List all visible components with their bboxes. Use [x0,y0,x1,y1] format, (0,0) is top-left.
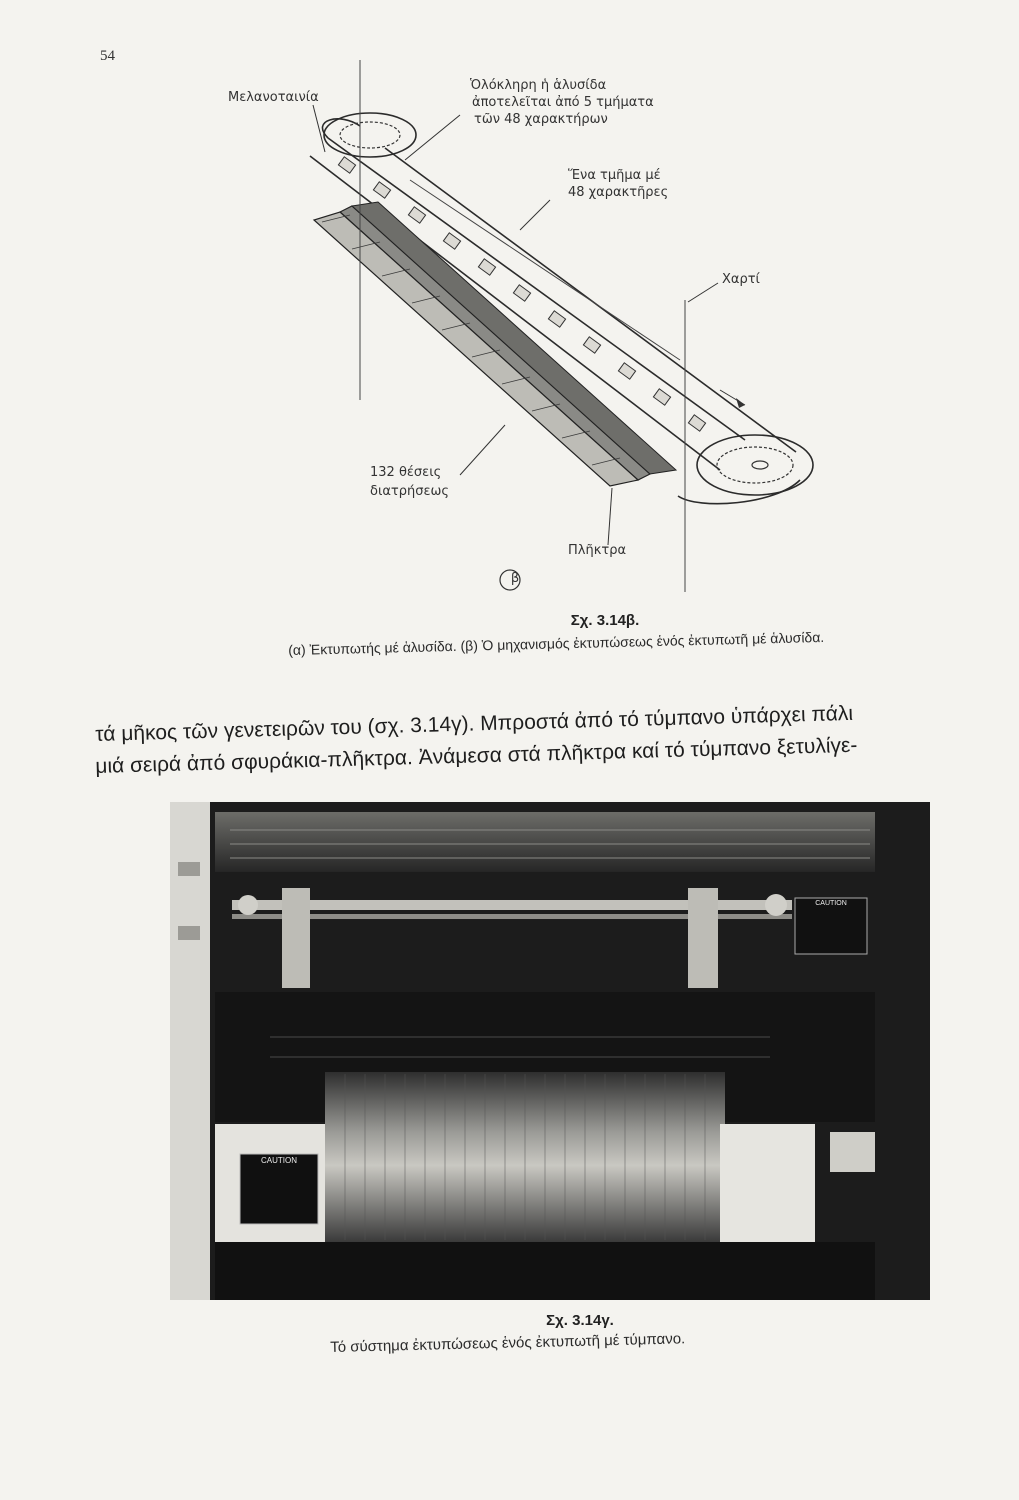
label-segment-line1: Ἕνα τμῆμα μέ [568,168,661,183]
label-chain-line2: ἀποτελεῖται ἀπό 5 τμήματα [472,95,654,110]
figure-marker: β [510,571,520,586]
body-text-line2: μιά σειρά ἀπό σφυράκια-πλῆκτρα. Ἀνάμεσα στά πλῆκτρα καί τό τύμπανο ξετυλίγε- [95,733,858,778]
caption-b-description: (α) Ἐκτυπωτής μέ ἁλυσίδα. (β) Ὁ μηχανισμός ἐκτυπώσεως ἑνός ἐκτυπωτῆ μέ ἁλυσίδα. [288,628,825,658]
label-positions-line2: διατρήσεως [370,484,450,499]
page-number: 54 [100,48,115,64]
body-text-line1: τά μῆκος τῶν γενετειρῶν του (σχ. 3.14γ). Μπροστά ἀπό τό τύμπανο ὑπάρχει πάλι [95,701,854,746]
label-chain-line1: Ὁλόκληρη ἡ ἁλυσίδα [470,78,607,93]
label-hammers: Πλῆκτρα [568,543,627,558]
caption-c-description: Τό σύστημα ἐκτυπώσεως ἑνός ἐκτυπωτῆ μέ τύμπανο. [330,1330,686,1356]
label-ribbon: Μελανοταινία [228,90,319,105]
label-chain-line3: τῶν 48 χαρακτήρων [474,112,608,127]
drum-printer-photo [170,802,930,1300]
label-segment-line2: 48 χαρακτῆρες [568,185,669,200]
caution-plate-left: CAUTION [261,1156,297,1165]
chain-direction-arrow [736,398,745,408]
label-paper: Χαρτί [722,272,760,287]
label-positions-line1: 132 θέσεις [370,465,442,480]
drum-printer-photo-drawing [170,802,930,1300]
caption-b-title: Σχ. 3.14β. [570,612,640,629]
paper-outline [360,60,685,592]
hammer-bank [314,202,676,486]
chain-printer-diagram [200,60,820,620]
print-chain [310,113,813,504]
caption-c-title: Σχ. 3.14γ. [546,1312,614,1329]
caution-plate-right: CAUTION [815,900,847,907]
